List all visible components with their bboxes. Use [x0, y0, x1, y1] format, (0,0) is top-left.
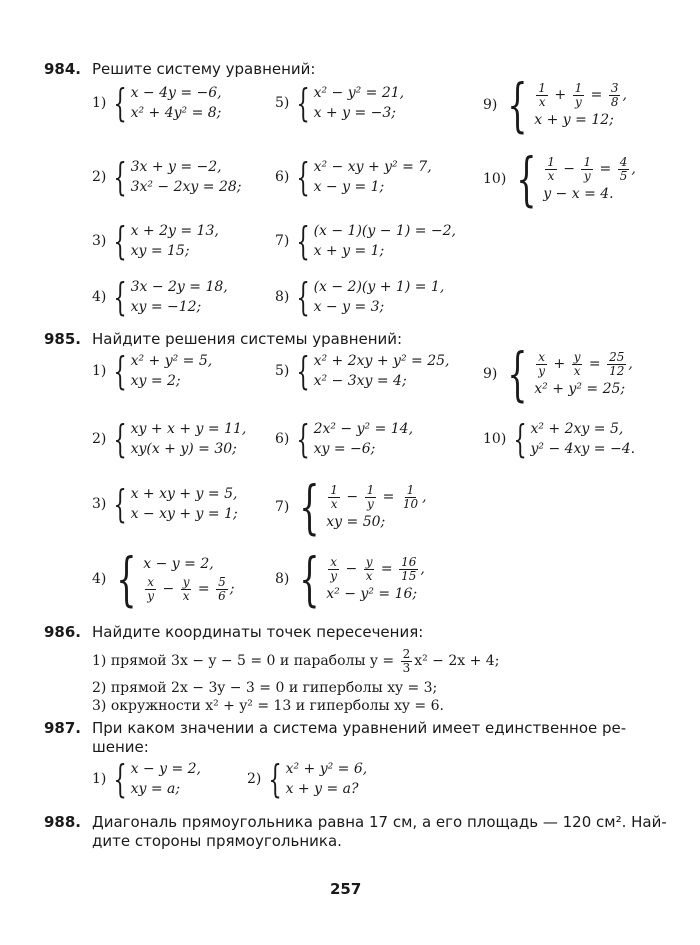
system-984-5: 5) { x² − y² = 21, x + y = −3;: [275, 81, 405, 125]
system-985-9: 9) { $\frac{x}{y}$ + $\frac{y}{x}$ = $\frac{25}{12}$ , x² + y² = 25;: [483, 340, 633, 408]
system-984-9: 9) { $\frac{1}{x}$ + $\frac{1}{y}$ = $\frac{3}{8}$ , x + y = 12;: [483, 71, 627, 139]
system-984-7: 7) { (x − 1)(y − 1) = −2, x + y = 1;: [275, 219, 457, 263]
problem-text-988-cont: дите стороны прямоугольника.: [92, 832, 342, 850]
problem-title-987: При каком значении a система уравнений имеет единственное ре-: [92, 719, 627, 737]
item-986-2: 2) прямой 2x − 3y − 3 = 0 и гиперболы xy = 3;: [92, 680, 438, 696]
page-number: 257: [330, 880, 362, 898]
problem-number-984: 984.: [44, 60, 82, 78]
system-985-7: 7) { $\frac{1}{x}$ − $\frac{1}{y}$ = $\frac{1}{10}$ , xy = 50;: [275, 473, 427, 541]
system-984-10: 10) { $\frac{1}{x}$ − $\frac{1}{y}$ = $\frac{4}{5}$ , y − x = 4.: [483, 145, 636, 213]
system-984-3: 3) { x + 2y = 13, xy = 15;: [92, 219, 219, 263]
system-985-3: 3) { x + xy + y = 5, x − xy + y = 1;: [92, 482, 238, 526]
problem-number-987: 987.: [44, 719, 82, 737]
problem-text-988: Диагональ прямоугольника равна 17 см, а его площадь — 120 см². Най-: [92, 813, 667, 831]
problem-number-988: 988.: [44, 813, 82, 831]
item-986-1: 1) прямой 3x − y − 5 = 0 и параболы y = $\frac{2}{3}$ x² − 2x + 4;: [92, 647, 500, 675]
system-985-10: 10) { x² + 2xy = 5, y² − 4xy = −4.: [483, 417, 636, 461]
system-987-2: 2) { x² + y² = 6, x + y = a?: [247, 757, 368, 801]
item-986-3: 3) окружности x² + y² = 13 и гиперболы xy = 6.: [92, 698, 444, 714]
problem-title-986: Найдите координаты точек пересечения:: [92, 623, 424, 641]
system-984-6: 6) { x² − xy + y² = 7, x − y = 1;: [275, 155, 432, 199]
problem-title-984: Решите систему уравнений:: [92, 60, 316, 78]
system-985-6: 6) { 2x² − y² = 14, xy = −6;: [275, 417, 414, 461]
system-985-2: 2) { xy + x + y = 11, xy(x + y) = 30;: [92, 417, 247, 461]
problem-number-986: 986.: [44, 623, 82, 641]
problem-number-985: 985.: [44, 330, 82, 348]
problem-title-985: Найдите решения системы уравнений:: [92, 330, 403, 348]
problem-title-987-cont: шение:: [92, 738, 149, 756]
system-985-4: 4) { x − y = 2, $\frac{x}{y}$ − $\frac{y}{x}$ = $\frac{5}{6}$ ;: [92, 545, 235, 613]
system-984-4: 4) { 3x − 2y = 18, xy = −12;: [92, 275, 228, 319]
system-985-5: 5) { x² + 2xy + y² = 25, x² − 3xy = 4;: [275, 349, 450, 393]
system-984-1: 1) { x − 4y = −6, x² + 4y² = 8;: [92, 81, 222, 125]
system-987-1: 1) { x − y = 2, xy = a;: [92, 757, 201, 801]
system-984-2: 2) { 3x + y = −2, 3x² − 2xy = 28;: [92, 155, 242, 199]
system-984-8: 8) { (x − 2)(y + 1) = 1, x − y = 3;: [275, 275, 445, 319]
system-985-8: 8) { $\frac{x}{y}$ − $\frac{y}{x}$ = $\frac{16}{15}$ , x² − y² = 16;: [275, 545, 425, 613]
system-985-1: 1) { x² + y² = 5, xy = 2;: [92, 349, 213, 393]
